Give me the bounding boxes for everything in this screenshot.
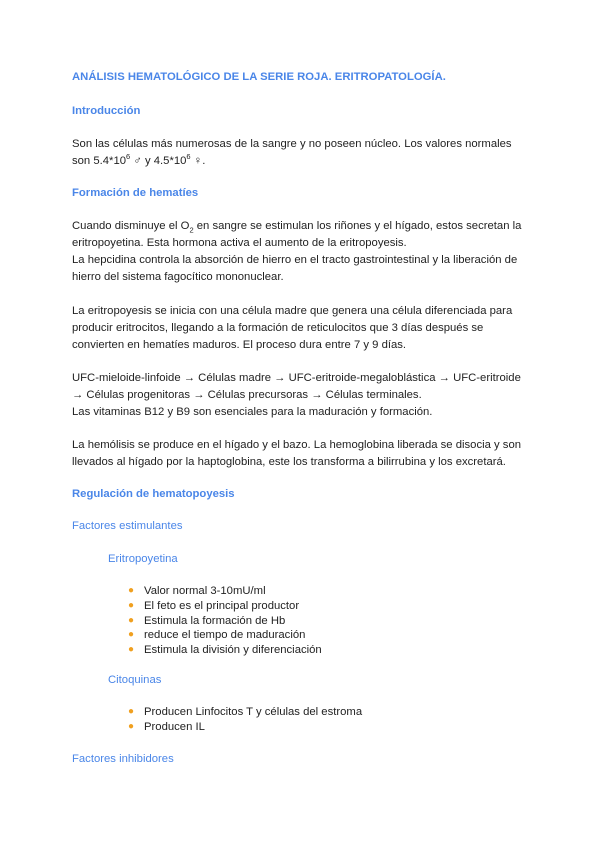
formacion-heading: Formación de hematíes xyxy=(72,187,199,199)
inhibidores-heading: Factores inhibidores xyxy=(72,753,174,765)
citoquinas-heading: Citoquinas xyxy=(108,674,162,686)
intro-paragraph: Son las células más numerosas de la sangre y no poseen núcleo. Los valores normales son $5.4*10^6$ ♂ y $4.5*10^6$ ♀. xyxy=(72,138,512,167)
formacion-paragraph-2: La eritropoyesis se inicia con una célula madre que genera una célula diferenciada para producir eritrocitos, llegando a la formación de reticulocitos que 3 días después se convierten en hematíes maduros. El proceso dura entre 7 y 9 días. xyxy=(72,305,513,351)
list-item: ● El feto es el principal productor xyxy=(128,599,300,612)
bullet-icon: ● xyxy=(128,720,135,732)
bullet-icon: ● xyxy=(128,706,135,717)
bullet-icon: ● xyxy=(128,629,135,641)
bullet-icon: ● xyxy=(128,644,135,656)
formacion-paragraph-4: La hemólisis se produce en el hígado y el bazo. La hemoglobina liberada se disocia y son llevados al hígado por la haptoglobina, este los transforma a bilirrubina y los excretará. xyxy=(72,439,522,468)
regulacion-heading: Regulación de hematopoyesis xyxy=(72,488,235,500)
formacion-paragraph-1: Cuando disminuye el $O_2$ en sangre se estimulan los riñones y el hígado, estos secretan la eritropoyetina. Esta hormona activa el aumento de la eritropoyesis. La hepcidina controla la absorción de hierro en el tracto gastrointestinal y la liberación de hierro del sistema fagocítico mononuclear. xyxy=(72,220,522,283)
estimulantes-heading: Factores estimulantes xyxy=(72,520,183,532)
citoquinas-list xyxy=(128,705,362,735)
document-title: ANÁLISIS HEMATOLÓGICO DE LA SERIE ROJA. ERITROPATOLOGÍA. xyxy=(72,71,446,83)
list-item: ● reduce el tiempo de maduración xyxy=(128,629,306,642)
list-item: ● Estimula la formación de Hb xyxy=(128,614,286,627)
eritropoyetina-list xyxy=(128,584,322,658)
eritropoyetina-heading: Eritropoyetina xyxy=(108,553,178,565)
list-item: ● Valor normal 3-10mU/ml xyxy=(128,585,266,597)
bullet-icon: ● xyxy=(128,585,135,596)
intro-heading: Introducción xyxy=(72,105,141,117)
list-item: ● Estimula la división y diferenciación xyxy=(128,644,322,657)
bullet-icon: ● xyxy=(128,614,135,626)
list-item: ● Producen Linfocitos T y células del estroma xyxy=(128,706,363,718)
list-item: ● Producen IL xyxy=(128,720,205,733)
bullet-icon: ● xyxy=(128,599,135,611)
formacion-paragraph-3: UFC-mieloide-linfoide → Células madre → UFC-eritroide-megaloblástica → UFC-eritroide → Células progenitoras → Células precursoras → Células terminales. Las vitaminas B12 y B9 son esenciales para la maduración y formación. xyxy=(72,372,521,418)
